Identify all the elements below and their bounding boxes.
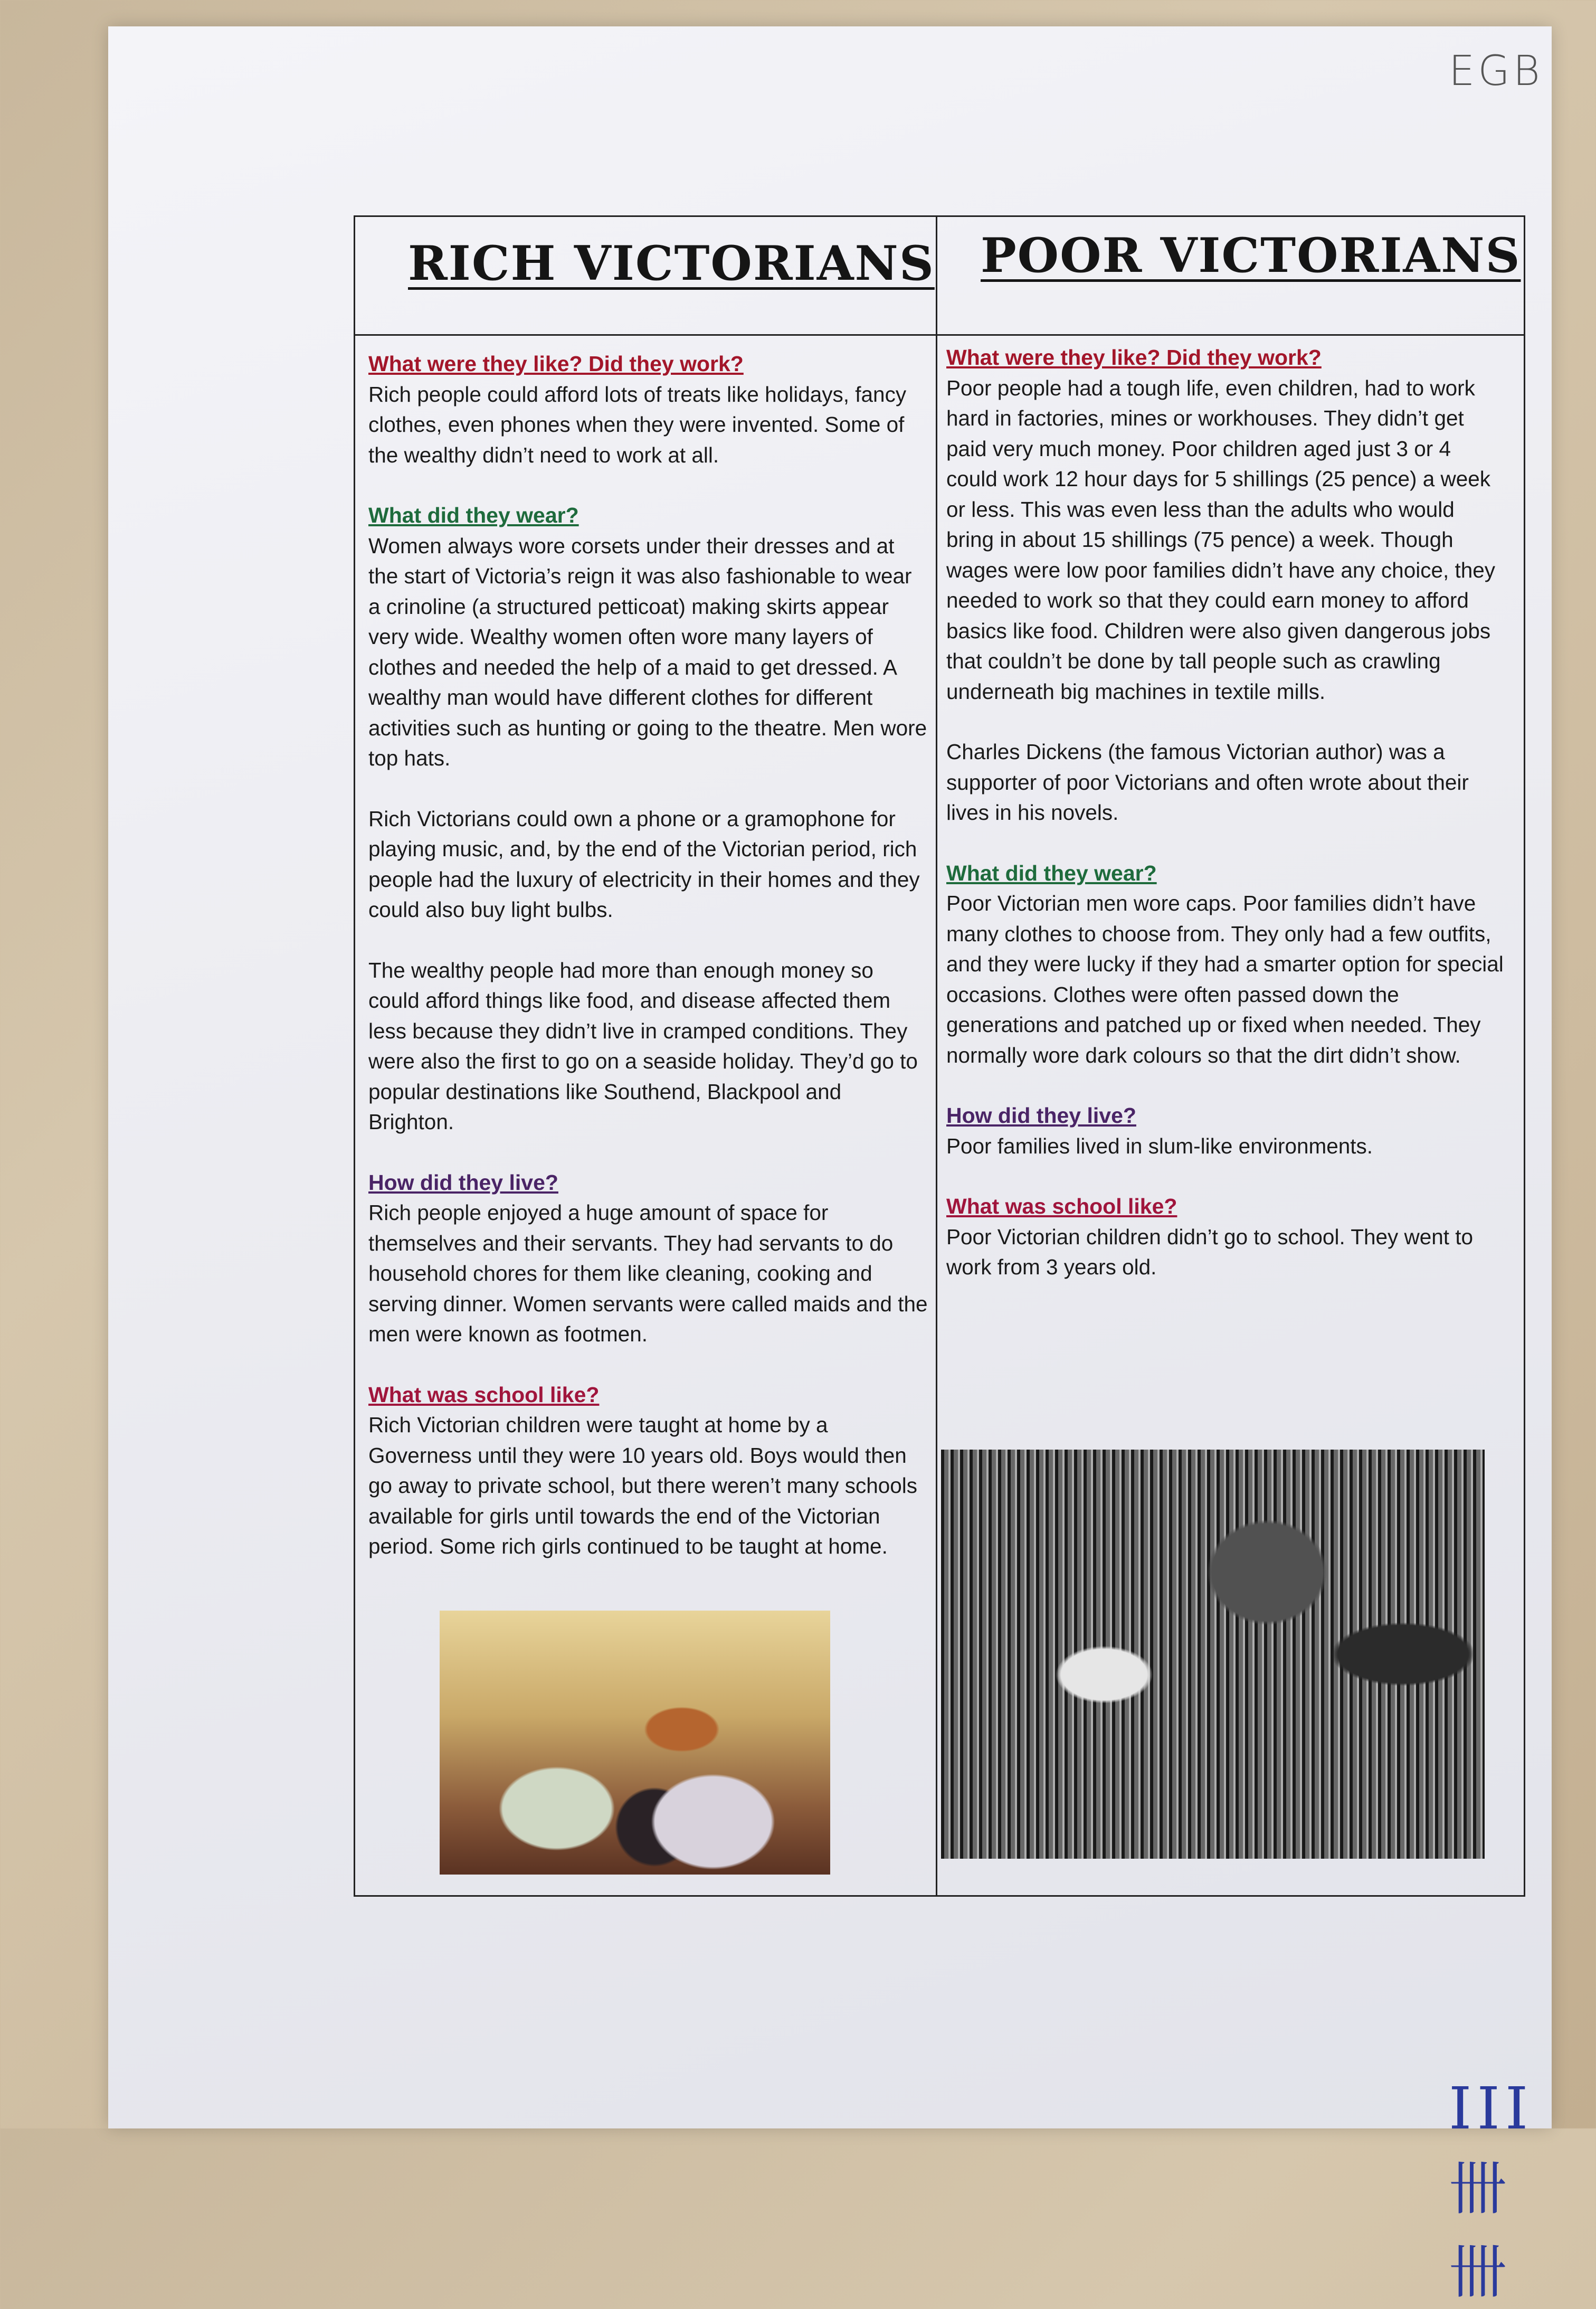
section-text: Poor people had a tough life, even children, had to work hard in factories, mines or workhouses. They didn’t get paid very much money. Poor children aged just 3 or 4 could work 12 hour days for 5 shillings (25 pence) a week or less. This was even less than the adults who would bring in about 15 shillings (75 pence) a week. Though wages were low poor families didn’t have any choice, they needed to work so that they could earn money to afford basics like food. Children were also given dangerous jobs that couldn’t be done by tall people such as crawling underneath big machines in textile mills. — [946, 375, 1496, 704]
poor-section-wear — [946, 858, 1506, 1071]
poor-section-school — [946, 1191, 1506, 1283]
section-text: Rich people could afford lots of treats like holidays, fancy clothes, even phones when they were invented. Some of the wealthy didn’t need to work at all. — [368, 382, 907, 467]
section-heading: How did they live? — [368, 1170, 558, 1195]
poor-victorian-engraving-image — [941, 1450, 1485, 1859]
poor-section-work — [946, 343, 1506, 828]
comparison-table — [354, 215, 1525, 1897]
section-heading: How did they live? — [946, 1103, 1136, 1128]
rich-section-work — [368, 349, 928, 470]
worksheet-paper — [108, 26, 1552, 2306]
rich-victorian-painting-image — [440, 1611, 830, 1875]
section-heading: What were they like? Did they work? — [946, 345, 1322, 370]
poor-column — [946, 343, 1506, 1313]
section-heading: What was school like? — [368, 1382, 600, 1407]
section-heading: What was school like? — [946, 1194, 1177, 1218]
section-text: The wealthy people had more than enough money so could afford things like food, and disease affected them less because they didn’t live in cramped conditions. They were also the first to go on a seaside holiday. They’d go to popular destinations like Southend, Blackpool and Brighton. — [368, 958, 918, 1134]
handwritten-tally-marks: III 卌 卌 — [1449, 2075, 1534, 2306]
rich-column — [368, 349, 928, 1592]
section-text: Women always wore corsets under their dresses and at the start of Victoria’s reign it was also fashionable to wear a crinoline (a structured petticoat) making skirts appear very wide. Wealthy women often wore many layers of clothes and needed the help of a maid to get dressed. A wealthy man would have different clothes for different activities such as hunting or going to the theatre. Men wore top hats. — [368, 533, 927, 770]
section-text: Poor families lived in slum-like environments. — [946, 1133, 1373, 1158]
header-divider — [355, 334, 1524, 336]
section-text: Charles Dickens (the famous Victorian author) was a supporter of poor Victorians and often wrote about their lives in his novels. — [946, 740, 1469, 825]
rich-section-wear — [368, 500, 928, 1138]
section-heading: What did they wear? — [368, 503, 579, 527]
poor-victorians-title: POOR VICTORIANS — [981, 228, 1521, 283]
rich-section-school — [368, 1380, 928, 1562]
section-text: Poor Victorian men wore caps. Poor families didn’t have many clothes to choose from. They only had a few outfits, and they were lucky if they had a smarter option for special occasions. Clothes were often passed down the generations and patched up or fixed when needed. They normally wore dark colours so that the dirt didn’t show. — [946, 891, 1504, 1067]
column-divider — [936, 217, 937, 1895]
rich-section-live — [368, 1168, 928, 1350]
section-text: Rich Victorians could own a phone or a gramophone for playing music, and, by the end of the Victorian period, rich people had the luxury of electricity in their homes and they could also buy light bulbs. — [368, 806, 920, 922]
poor-section-live — [946, 1101, 1506, 1161]
section-heading: What were they like? Did they work? — [368, 352, 744, 376]
rich-victorians-title: RICH VICTORIANS — [408, 235, 935, 291]
section-text: Rich people enjoyed a huge amount of space for themselves and their servants. They had servants to do household chores for them like cleaning, cooking and serving dinner. Women servants were called maids and the men were known as footmen. — [368, 1200, 928, 1346]
section-heading: What did they wear? — [946, 860, 1157, 885]
section-text: Rich Victorian children were taught at home by a Governess until they were 10 years old. Boys would then go away to private school, but there weren’t many schools available for girls until towards the end of the Victorian period. Some rich girls continued to be taught at home. — [368, 1413, 918, 1558]
section-text: Poor Victorian children didn’t go to school. They went to work from 3 years old. — [946, 1224, 1474, 1279]
corner-initials: EGB — [1449, 48, 1543, 95]
